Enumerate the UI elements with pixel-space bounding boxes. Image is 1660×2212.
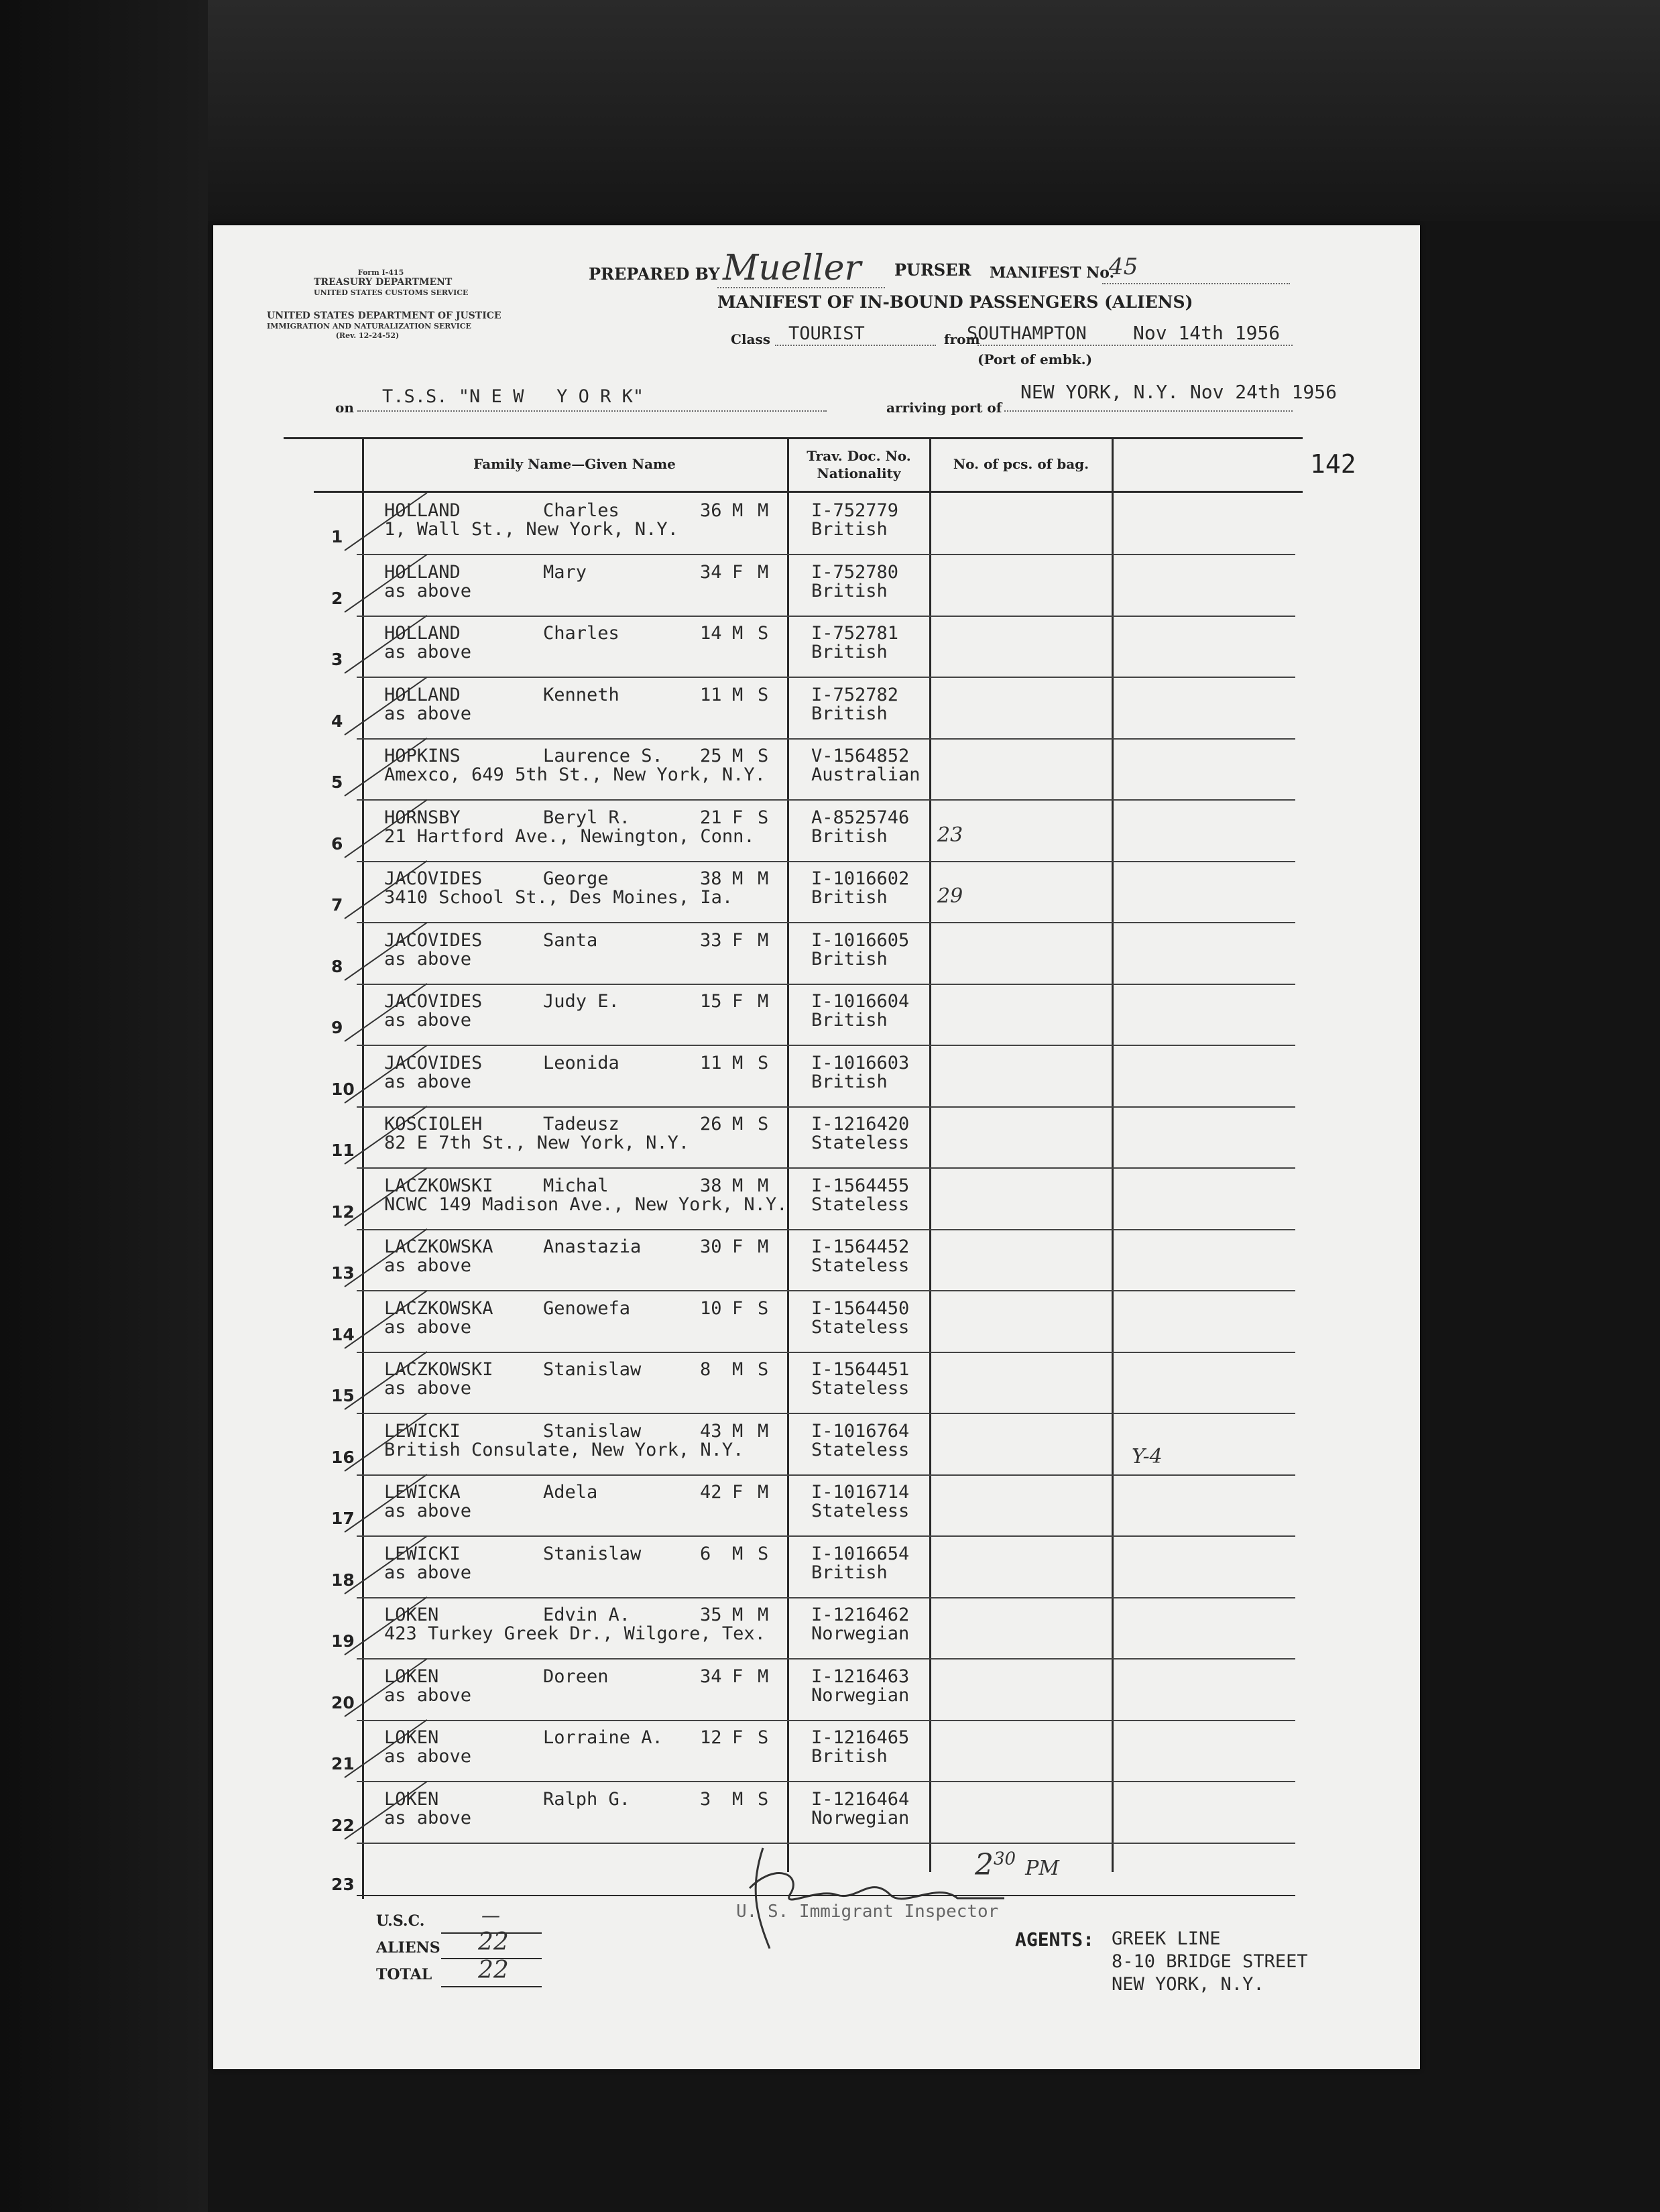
row-number: 2: [331, 588, 343, 608]
marital-status: M: [758, 868, 769, 889]
address: as above: [384, 642, 472, 662]
row-divider: [357, 799, 1295, 801]
nationality: British: [811, 1746, 888, 1767]
given-name: Stanislaw: [543, 1543, 642, 1564]
page-number: 142: [1310, 449, 1356, 479]
marital-status: M: [758, 561, 769, 583]
customs-service: UNITED STATES CUSTOMS SERVICE: [314, 288, 469, 297]
family-name: LACZKOWSKI: [384, 1359, 493, 1380]
marital-status: S: [758, 807, 769, 828]
nationality: British: [811, 1010, 888, 1031]
age: 25: [700, 746, 722, 766]
family-name: LOKEN: [384, 1666, 439, 1687]
sex: M: [732, 500, 744, 521]
family-name: LACZKOWSKI: [384, 1175, 493, 1196]
nationality: Australian: [811, 764, 921, 785]
row-divider: [357, 1658, 1295, 1660]
sex: F: [732, 807, 744, 828]
row-number: 3: [331, 650, 343, 669]
address: British Consulate, New York, N.Y.: [384, 1439, 744, 1460]
nationality: British: [811, 703, 888, 724]
address: as above: [384, 1316, 472, 1338]
row-divider: [357, 1597, 1295, 1598]
family-name: LEWICKA: [384, 1482, 461, 1503]
age: 11: [700, 1052, 722, 1073]
total-rule: [441, 1986, 542, 1987]
row-divider: [357, 738, 1295, 740]
given-name: Doreen: [543, 1666, 609, 1687]
address: as above: [384, 1807, 472, 1828]
travel-document-number: I-1216464: [811, 1788, 910, 1810]
row-number: 21: [331, 1754, 355, 1773]
row-divider: [357, 984, 1295, 985]
family-name: LOKEN: [384, 1788, 439, 1810]
ship-name: T.S.S. "N E W Y O R K": [382, 386, 644, 407]
row-number: 23: [331, 1875, 355, 1894]
age: 35: [700, 1605, 722, 1625]
agents-label: AGENTS:: [1015, 1928, 1095, 1951]
nationality: Stateless: [811, 1316, 910, 1338]
given-name: Edvin A.: [543, 1605, 631, 1625]
row-number: 7: [331, 895, 343, 915]
marital-status: M: [758, 1236, 769, 1257]
nationality: British: [811, 1562, 888, 1583]
arriving-port-label: arriving port of: [886, 400, 1002, 416]
manifest-number-rule: [1102, 283, 1290, 284]
bags-column-rule: [929, 437, 931, 1872]
marital-status: S: [758, 1052, 769, 1073]
column-header-doc: Trav. Doc. No.: [807, 448, 911, 464]
table-top-rule: [284, 437, 1303, 439]
travel-document-number: I-1016602: [811, 868, 910, 889]
nationality: Stateless: [811, 1501, 910, 1521]
marital-status: M: [758, 991, 769, 1012]
address: 21 Hartford Ave., Newington, Conn.: [384, 825, 755, 847]
marital-status: M: [758, 1175, 769, 1196]
family-name: LOKEN: [384, 1605, 439, 1625]
travel-document-number: I-1216462: [811, 1605, 910, 1625]
address: 423 Turkey Greek Dr., Wilgore, Tex.: [384, 1623, 766, 1644]
address: as above: [384, 1746, 472, 1767]
given-name: Mary: [543, 561, 587, 583]
marital-status: S: [758, 623, 769, 644]
age: 34: [700, 561, 722, 583]
sex: M: [732, 1114, 744, 1134]
given-name: Tadeusz: [543, 1114, 619, 1134]
address: as above: [384, 1255, 472, 1276]
scan-border-left: [0, 0, 208, 2212]
row-number: 10: [331, 1079, 355, 1099]
family-name: JACOVIDES: [384, 1052, 483, 1073]
given-name: Lorraine A.: [543, 1727, 663, 1748]
row-number: 16: [331, 1447, 355, 1467]
travel-document-number: I-1016714: [811, 1482, 910, 1503]
sex: F: [732, 1297, 744, 1319]
nationality: Norwegian: [811, 1684, 910, 1706]
arriving-rule: [1004, 410, 1293, 412]
travel-document-number: I-1564450: [811, 1297, 910, 1319]
address: as above: [384, 1501, 472, 1521]
aliens-count: 22: [478, 1928, 509, 1956]
nationality: British: [811, 642, 888, 662]
age: 26: [700, 1114, 722, 1134]
row-number: 4: [331, 711, 343, 731]
family-name: HOLLAND: [384, 561, 461, 583]
family-name: LEWICKI: [384, 1543, 461, 1564]
travel-document-number: I-752779: [811, 500, 899, 521]
marital-status: S: [758, 1543, 769, 1564]
given-name: Stanislaw: [543, 1359, 642, 1380]
address: 3410 School St., Des Moines, Ia.: [384, 887, 733, 908]
aliens-label: ALIENS: [376, 1939, 440, 1957]
address: as above: [384, 1010, 472, 1031]
given-name: Beryl R.: [543, 807, 631, 828]
row-divider: [357, 677, 1295, 678]
notes-column-rule: [1112, 437, 1114, 1872]
row-number: 9: [331, 1018, 343, 1037]
family-name: HORNSBY: [384, 807, 461, 828]
family-name: HOLLAND: [384, 623, 461, 644]
row-divider: [357, 554, 1295, 555]
given-name: Judy E.: [543, 991, 619, 1012]
sex: M: [732, 1605, 744, 1625]
address: as above: [384, 1071, 472, 1092]
family-name: JACOVIDES: [384, 868, 483, 889]
address: as above: [384, 1378, 472, 1399]
travel-document-number: I-1016764: [811, 1420, 910, 1442]
ship-rule: [357, 410, 827, 412]
inspector-label: U. S. Immigrant Inspector: [736, 1902, 999, 1922]
sex: M: [732, 1052, 744, 1073]
address: NCWC 149 Madison Ave., New York, N.Y.: [384, 1194, 788, 1215]
row-divider: [357, 616, 1295, 617]
marital-status: S: [758, 1359, 769, 1380]
nationality: Stateless: [811, 1194, 910, 1215]
family-name: LACZKOWSKA: [384, 1297, 493, 1319]
travel-document-number: I-1564452: [811, 1236, 910, 1257]
agent-city: NEW YORK, N.Y.: [1112, 1974, 1264, 1995]
sex: F: [732, 1482, 744, 1503]
age: 12: [700, 1727, 722, 1748]
age: 33: [700, 929, 722, 951]
age: 30: [700, 1236, 722, 1257]
agent-name: GREEK LINE: [1112, 1928, 1221, 1949]
nationality: Norwegian: [811, 1807, 910, 1828]
travel-document-number: I-752781: [811, 623, 899, 644]
address: 82 E 7th St., New York, N.Y.: [384, 1132, 690, 1153]
row-number: 15: [331, 1386, 355, 1405]
sex: M: [732, 746, 744, 766]
given-name: Santa: [543, 929, 598, 951]
sex: F: [732, 1666, 744, 1687]
nationality: British: [811, 1071, 888, 1092]
family-name: LOKEN: [384, 1727, 439, 1748]
treasury-department: TREASURY DEPARTMENT: [314, 277, 453, 288]
travel-document-number: I-1216420: [811, 1114, 910, 1134]
family-name: JACOVIDES: [384, 991, 483, 1012]
sex: F: [732, 991, 744, 1012]
row-number: 8: [331, 956, 343, 976]
row-divider: [357, 1229, 1295, 1230]
given-name: Genowefa: [543, 1297, 631, 1319]
marital-status: M: [758, 1482, 769, 1503]
age: 42: [700, 1482, 722, 1503]
address: as above: [384, 703, 472, 724]
sex: M: [732, 1543, 744, 1564]
bags-count: 29: [937, 884, 963, 908]
travel-document-number: I-1016604: [811, 991, 910, 1012]
travel-document-number: I-752782: [811, 684, 899, 705]
row-number: 20: [331, 1692, 355, 1712]
given-name: Laurence S.: [543, 746, 663, 766]
marital-status: M: [758, 1420, 769, 1442]
total-count: 22: [478, 1957, 509, 1984]
marital-status: S: [758, 684, 769, 705]
form-revision: (Rev. 12-24-52): [335, 331, 400, 340]
given-name: Stanislaw: [543, 1420, 642, 1442]
row-divider: [357, 1474, 1295, 1476]
column-header-name: Family Name—Given Name: [473, 456, 676, 472]
age: 8: [700, 1359, 711, 1380]
usc-value: —: [481, 1904, 500, 1926]
inspection-time: $2^{30}$ PM: [975, 1848, 1059, 1882]
address: 1, Wall St., New York, N.Y.: [384, 519, 678, 540]
address: as above: [384, 1684, 472, 1706]
row-divider: [357, 1290, 1295, 1291]
totals-top-rule: [357, 1895, 1295, 1896]
form-number: Form I-415: [357, 268, 404, 277]
age: 34: [700, 1666, 722, 1687]
travel-document-number: I-1564451: [811, 1359, 910, 1380]
given-name: Michal: [543, 1175, 609, 1196]
class-value: TOURIST: [788, 323, 865, 344]
travel-document-number: I-1564455: [811, 1175, 910, 1196]
manifest-title: MANIFEST OF IN-BOUND PASSENGERS (ALIENS): [717, 292, 1193, 312]
prepared-by-label: PREPARED BY: [589, 264, 720, 284]
arriving-port-and-date: NEW YORK, N.Y. Nov 24th 1956: [1020, 381, 1338, 403]
row-number: 1: [331, 527, 343, 546]
row-number: 13: [331, 1263, 355, 1283]
given-name: Charles: [543, 500, 619, 521]
row-number: 17: [331, 1509, 355, 1528]
row-divider: [357, 1413, 1295, 1414]
travel-document-number: I-1016654: [811, 1543, 910, 1564]
total-label: TOTAL: [376, 1966, 432, 1983]
address: as above: [384, 1562, 472, 1583]
sex: M: [732, 623, 744, 644]
nationality: British: [811, 887, 888, 908]
age: 11: [700, 684, 722, 705]
age: 43: [700, 1420, 722, 1442]
address: Amexco, 649 5th St., New York, N.Y.: [384, 764, 766, 785]
row-divider: [357, 1045, 1295, 1046]
age: 38: [700, 1175, 722, 1196]
prepared-by-rule: [717, 287, 885, 288]
from-port: SOUTHAMPTON: [967, 323, 1087, 344]
sex: M: [732, 868, 744, 889]
row-divider: [357, 1535, 1295, 1537]
row-number: 11: [331, 1141, 355, 1160]
nationality: Stateless: [811, 1378, 910, 1399]
row-divider: [357, 1106, 1295, 1108]
row-number: 6: [331, 833, 343, 854]
row-divider: [357, 1720, 1295, 1721]
sex: M: [732, 1420, 744, 1442]
address: as above: [384, 580, 472, 601]
family-name: HOLLAND: [384, 500, 461, 521]
row-divider: [357, 1167, 1295, 1169]
sex: M: [732, 1175, 744, 1196]
immigration-service: IMMIGRATION AND NATURALIZATION SERVICE: [267, 322, 471, 331]
given-name: Kenneth: [543, 684, 619, 705]
travel-document-number: I-1016603: [811, 1052, 910, 1073]
department-of-justice: UNITED STATES DEPARTMENT OF JUSTICE: [267, 310, 501, 321]
row-number: 5: [331, 772, 343, 792]
class-rule: [775, 345, 936, 346]
travel-document-number: A-8525746: [811, 807, 910, 828]
row-divider: [357, 1781, 1295, 1782]
sex: F: [732, 1236, 744, 1257]
given-name: George: [543, 868, 609, 889]
marital-status: M: [758, 1605, 769, 1625]
sex: F: [732, 561, 744, 583]
from-label: from: [944, 331, 980, 347]
age: 14: [700, 623, 722, 644]
from-rule: [977, 345, 1293, 346]
manifest-page: [213, 225, 1420, 2069]
sex: F: [732, 1727, 744, 1748]
on-label: on: [335, 400, 354, 416]
family-name: LEWICKI: [384, 1420, 461, 1442]
departure-date: Nov 14th 1956: [1133, 322, 1281, 344]
scan-border-top: [0, 0, 1660, 221]
family-name: LACZKOWSKA: [384, 1236, 493, 1257]
given-name: Charles: [543, 623, 619, 644]
marital-status: M: [758, 929, 769, 951]
family-name: HOPKINS: [384, 746, 461, 766]
table-header-rule: [314, 491, 1303, 493]
age: 10: [700, 1297, 722, 1319]
nationality: British: [811, 948, 888, 970]
column-header-nationality: Nationality: [817, 465, 901, 481]
travel-document-number: I-752780: [811, 561, 899, 583]
marital-status: M: [758, 1666, 769, 1687]
nationality: Stateless: [811, 1255, 910, 1276]
sex: M: [732, 1788, 744, 1810]
age: 21: [700, 807, 722, 828]
sex: F: [732, 929, 744, 951]
given-name: Adela: [543, 1482, 598, 1503]
travel-document-number: V-1564852: [811, 746, 910, 766]
marital-status: S: [758, 1788, 769, 1810]
marital-status: S: [758, 1727, 769, 1748]
given-name: Leonida: [543, 1052, 619, 1073]
nationality: British: [811, 580, 888, 601]
nationality: British: [811, 825, 888, 847]
marital-status: M: [758, 500, 769, 521]
family-name: KOSCIOLEH: [384, 1114, 483, 1134]
marital-status: S: [758, 1114, 769, 1134]
given-name: Anastazia: [543, 1236, 642, 1257]
family-name: JACOVIDES: [384, 929, 483, 951]
nationality: Stateless: [811, 1132, 910, 1153]
row-number: 12: [331, 1202, 355, 1222]
row-number: 22: [331, 1815, 355, 1835]
nationality: British: [811, 519, 888, 540]
sex: M: [732, 1359, 744, 1380]
given-name: Ralph G.: [543, 1788, 631, 1810]
port-of-embarkation-label: (Port of embk.): [977, 351, 1093, 367]
age: 36: [700, 500, 722, 521]
nationality: Stateless: [811, 1439, 910, 1460]
row-number: 18: [331, 1570, 355, 1590]
marital-status: S: [758, 746, 769, 766]
age: 6: [700, 1543, 711, 1564]
column-header-bags: No. of pcs. of bag.: [953, 456, 1089, 472]
manifest-number-label: MANIFEST No.: [990, 264, 1115, 282]
row-divider: [357, 922, 1295, 923]
marital-status: S: [758, 1297, 769, 1319]
age: 3: [700, 1788, 711, 1810]
travel-document-number: I-1216463: [811, 1666, 910, 1687]
row-number: 14: [331, 1324, 355, 1344]
age: 15: [700, 991, 722, 1012]
age: 38: [700, 868, 722, 889]
row-number: 19: [331, 1631, 355, 1651]
purser-label: PURSER: [894, 260, 971, 280]
agent-street: 8-10 BRIDGE STREET: [1112, 1951, 1308, 1972]
family-name: HOLLAND: [384, 684, 461, 705]
travel-document-number: I-1216465: [811, 1727, 910, 1748]
manifest-number: 45: [1109, 253, 1138, 280]
travel-document-number: I-1016605: [811, 929, 910, 951]
class-label: Class: [731, 331, 770, 347]
row-divider: [357, 861, 1295, 862]
prepared-by-signature: Mueller: [723, 248, 862, 288]
address: as above: [384, 948, 472, 970]
remarks: Y-4: [1132, 1444, 1163, 1468]
usc-label: U.S.C.: [376, 1912, 425, 1930]
nationality: Norwegian: [811, 1623, 910, 1644]
sex: M: [732, 684, 744, 705]
bags-count: 23: [937, 823, 963, 847]
doc-column-rule: [787, 437, 789, 1872]
row-divider: [357, 1352, 1295, 1353]
